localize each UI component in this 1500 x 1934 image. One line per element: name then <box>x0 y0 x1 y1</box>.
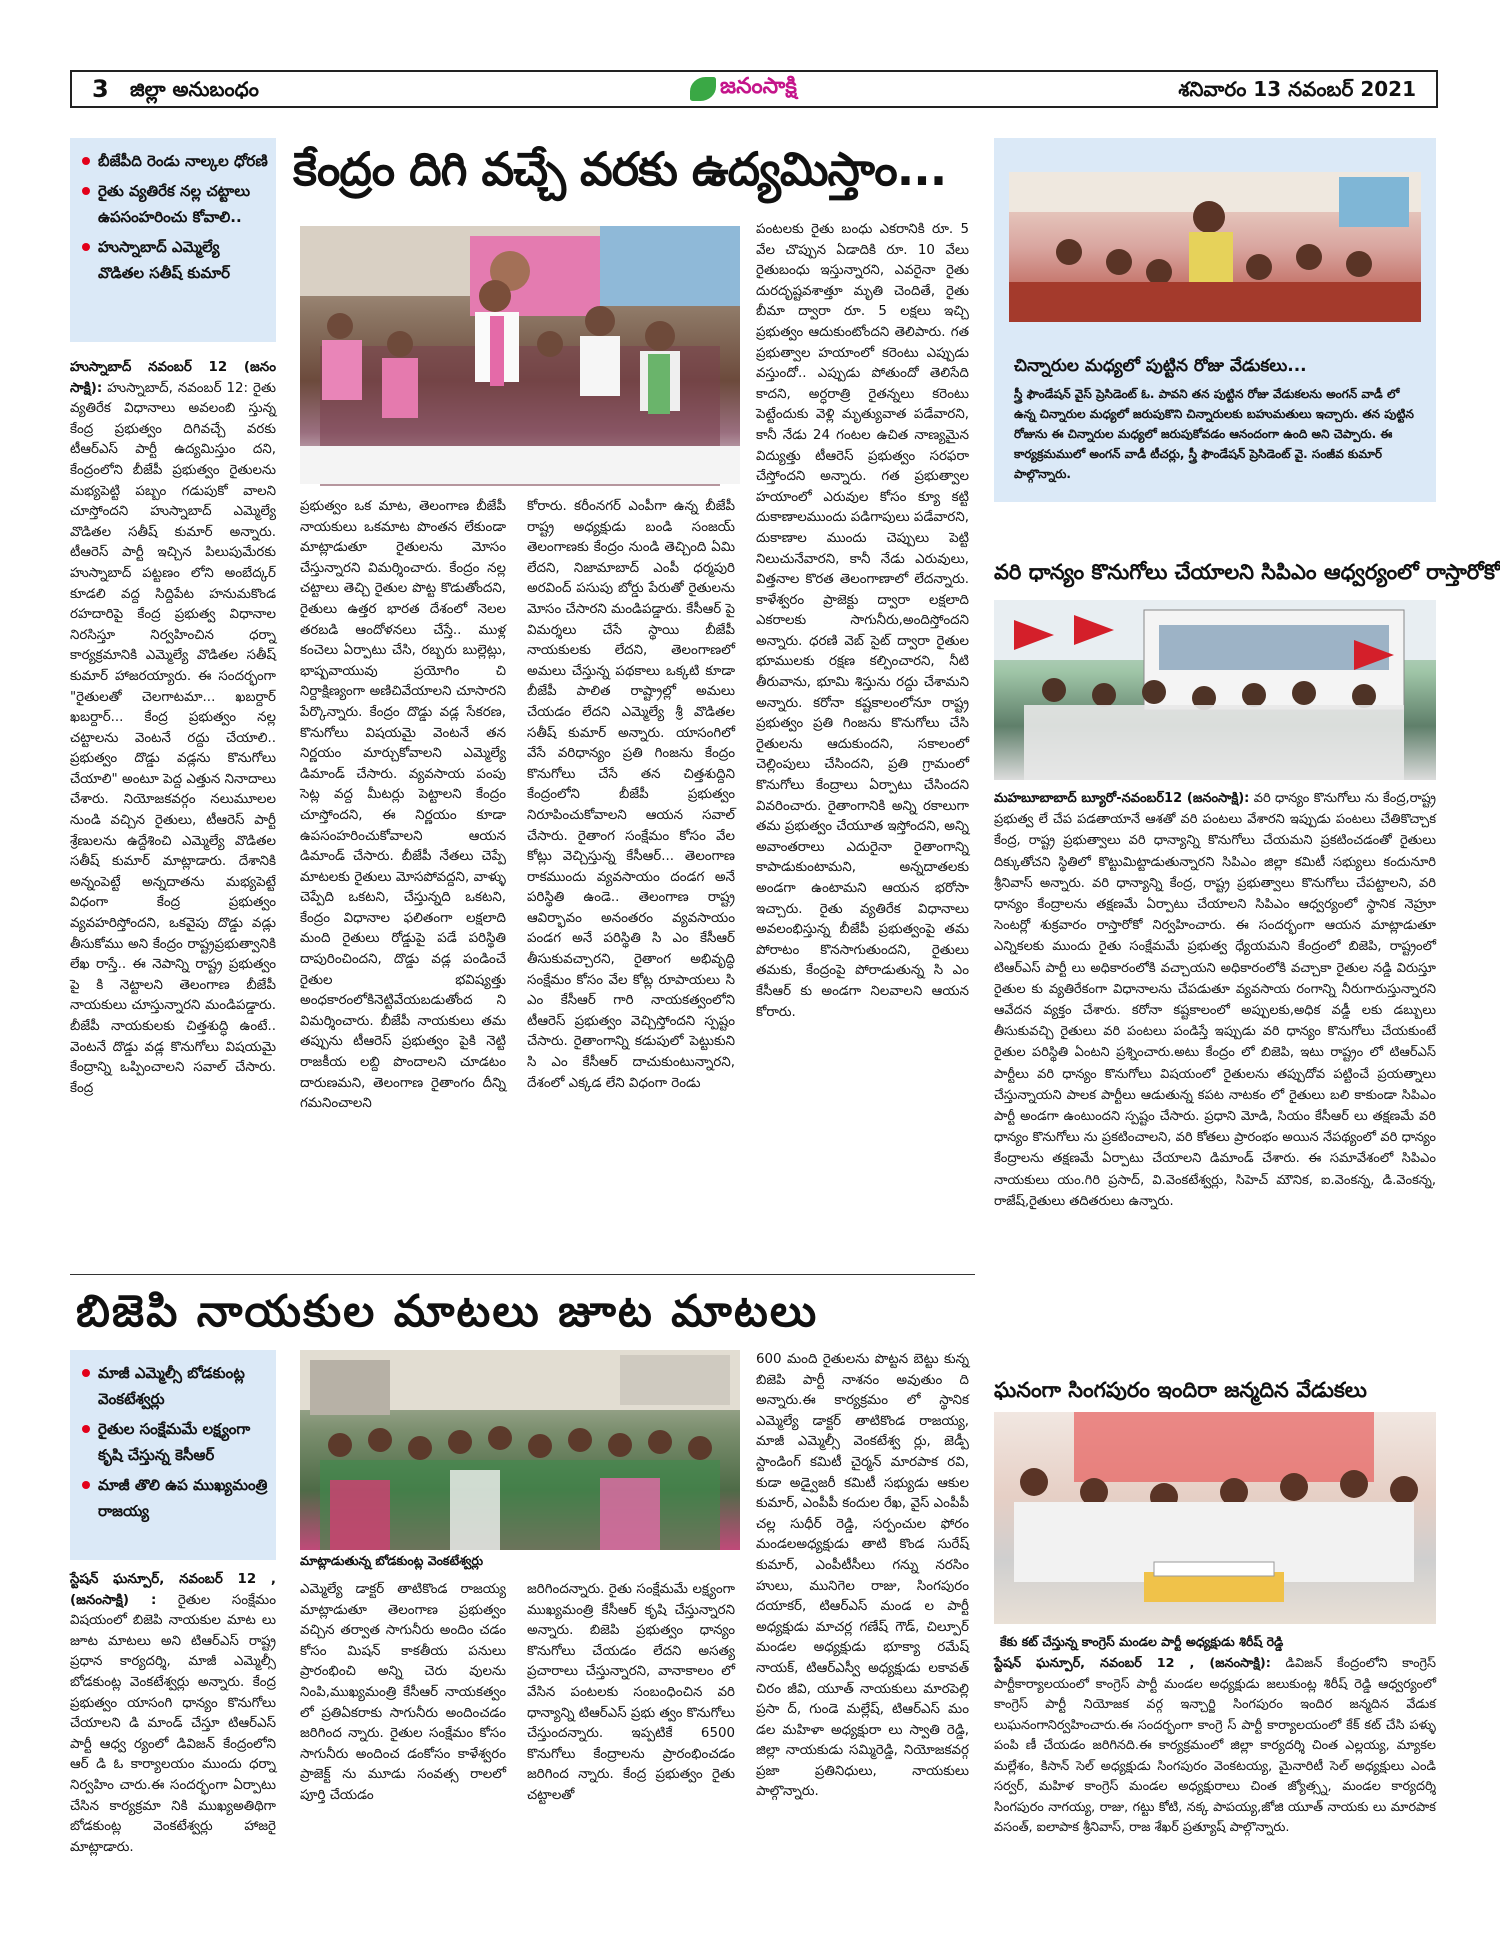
story2-column-2 <box>300 1580 506 1880</box>
story4-body-column <box>994 788 1436 1336</box>
story2-dateline: స్టేషన్ ఘన్పూర్, నవంబర్ 12 , (జనంసాక్షి) : <box>70 1572 276 1608</box>
story2-highlights <box>70 1350 276 1560</box>
story5-body: డివిజన్ కేంద్రంలోని కాంగ్రెస్ పార్టీకార్యాలయంలో కాంగ్రెస్ పార్టీ మండల అధ్యక్షుడు జలుకుంట్ల శిరీష్ రెడ్డి ఆధ్వర్యంలో కాంగ్రెస్ పార్టీ నియోజక వర్గ ఇన్చార్జి సింగపురం ఇందిర జన్మదిన వేడుక లుఘనంగానిర్వహించారు.ఈ సందర్భంగా కాంగ్రె స్ పార్టీ కార్యాలయంలో కేక్ కట్ చేసి పళ్ళు పంపి ణీ చేయడం జరిగినది.ఈ కార్యక్రమంలో జిల్లా కార్యదర్శి చింత ఎల్లయ్య, మ్యాకల మల్లేశం, కిసాన్ సెల్ అధ్యక్షుడు సింగపురం వెంకటయ్య, మైనారిటీ సెల్ అధ్యక్షులు ఎండి సర్వర్, మహిళ కాంగ్రెస్ మండల అధ్యక్షురాలు చింత జ్యోత్స్న, మండల కార్యదర్శి సింగపురం నాగయ్య, రాజు, గట్టు కోటి, నక్క పాపయ్య,జోజి యూత్ నాయకు లు మారపాక వసంత్, ఐలాపాక శ్రీనివాస్, రాజ శేఖర్ ప్రత్యూష్ పాల్గొన్నారు. <box>994 1656 1436 1835</box>
story4-dateline: మహబూబాబాద్ బ్యూరో-నవంబర్12 (జనంసాక్షి): <box>994 791 1250 806</box>
highlight-item: మాజీ ఎమ్మెల్సీ బోడకుంట్ల వెంకటేశ్వర్లు <box>78 1360 268 1412</box>
story1-body-3: కోరారు. కరీంనగర్ ఎంపీగా ఉన్న బీజేపీ రాష్ట్ర అధ్యక్షుడు బండి సంజయ్ తెలంగాణకు కేంద్రం నుండి తెచ్చింది ఏమి లేదని, నిజామాబాద్ ఎంపీ ధర్మపురి అరవింద్ పసుపు బోర్డు పేరుతో రైతులను మోసం చేసారని మండిపడ్డారు. కేసీఆర్ పై విమర్శలు చేసే స్థాయి బీజేపీ నాయకులకు లేదని, తెలంగాణలో అమలు చేస్తున్న పథకాలు ఒక్కటి కూడా బీజేపీ పాలిత రాష్ట్రాల్లో అమలు చేయడం లేదని ఎమ్మెల్యే శ్రీ వొడితల సతీష్ కుమార్ అన్నారు. యాసంగిలో వేసే వరిధాన్యం ప్రతి గింజను కేంద్రం కొనుగోలు చేసే తన చిత్తశుద్దిని కేంద్రంలోని బీజేపీ ప్రభుత్వం నిరూపించుకోవాలని ఆయన సవాల్ చేసారు. రైతాంగ సంక్షేమం కోసం వేల కోట్లు వెచ్చిస్తున్న కేసీఆర్... తెలంగాణ రాకముందు వ్యవసాయం దండగ అనే పరిస్థితి ఉండె.. తెలంగాణ రాష్ట్ర ఆవిర్భావం అనంతరం వ్యవసాయం పండగ అనే పరిస్థితి సి ఎం కేసీఆర్ తీసుకువచ్చారని, రైతాంగ అభివృద్ధి సంక్షేమం కోసం వేల కోట్ల రూపాయలు సి ఎం కేసీఆర్ గారి నాయకత్వంలోని టీఆరెస్ ప్రభుత్వం వెచ్చిస్తోందని స్పష్టం చేసారు. రైతాంగాన్ని కడుపులో పెట్టుకుని సి ఎం కేసీఆర్ దాచుకుంటున్నారని, దేశంలో ఎక్కడ లేని విధంగా రెండు <box>527 499 735 1091</box>
story1-column-3 <box>527 497 735 1263</box>
story1-body-1: హుస్నాబాద్, నవంబర్ 12: రైతు వ్యతిరేక విధానాలు అవలంబి స్తున్న కేంద్ర ప్రభుత్వం దిగివచ్చే వరకు టీఆర్ఎస్ పార్టీ ఉద్యమిస్తుం దని, కేంద్రంలోని బీజేపీ ప్రభుత్వం రైతులను మభ్యపెట్టి పబ్బం గడుపుకో వాలని చూస్తోందని హుస్నాబాద్ ఎమ్మెల్యే వొడితల సతీష్ కుమార్ అన్నారు. టీఆరెస్ పార్టీ ఇచ్చిన పిలుపుమేరకు హుస్నాబాద్ పట్టణం లోని అంబేద్కర్ కూడలి వద్ద సిద్దిపేట హనుమకొండ రహదారిపై కేంద్ర ప్రభుత్వ విధానాల నిరసిస్తూ నిర్వహించిన ధర్నా కార్యక్రమానికి ఎమ్మెల్యే వొడితల సతీష్ కుమార్ హాజరయ్యారు. ఈ సందర్భంగా "రైతులతో చెలగాటమా... ఖబర్దార్ ఖబర్దార్... కేంద్ర ప్రభుత్వం నల్ల చట్టాలను వెంటనే రద్దు చేయాలి.. ప్రభుత్వం దొడ్డు వడ్లను కొనుగోలు చేయాలి" అంటూ పెద్ద ఎత్తున నినాదాలు చేశారు. నియోజకవర్గం నలుమూలల నుండి వచ్చిన రైతులు, టీఆరెస్ పార్టీ శ్రేణులను ఉద్దేశించి ఎమ్మెల్యే వొడితల సతీష్ కుమార్ మాట్లాడారు. దేశానికి అన్నంపెట్టే అన్నదాతను మభ్యపెట్టే విధంగా కేంద్ర ప్రభుత్వం వ్యవహరిస్తోందని, ఒకవైపు దొడ్డు వడ్లు తీసుకోము అని కేంద్రం రాష్ట్రప్రభుత్వానికి లేఖ రాస్తే.. ఈ నెపాన్ని రాష్ట్ర ప్రభుత్వం పై కి నెట్టాలని తెలంగాణ బీజేపీ నాయకులు చూస్తున్నారని మండిపడ్డారు. బీజేపీ నాయకులకు చిత్తశుద్ధి ఉంటే.. వెంటనే దొడ్డు వడ్ల కొనుగోలు విషయమై కేంద్రాన్ని ఒప్పించాలని సవాల్ చేసారు. కేంద్ర <box>70 380 276 1096</box>
story2-body-2: ఎమ్మెల్యే డాక్టర్ తాటికొండ రాజయ్య మాట్లాడుతూ తెలంగాణ ప్రభుత్వం వచ్చిన తర్వాత సాగునీరు అందిం చడం కోసం మిషన్ కాకతీయ పనులు ప్రారంభించి అన్ని చెరు వులను నింపి,ముఖ్యమంత్రి కేసీఆర్ నాయకత్వం లో ప్రతిఏకరాకు సాగునీరు అందించడం జరిగింద న్నారు. రైతుల సంక్షేమం కోసం సాగునీరు అందించ డంకోసం కాళేశ్వరం ప్రాజెక్ట్ ను మూడు సంవత్స రాలలో పూర్తి చేయడం <box>300 1582 506 1803</box>
story4-body: వరి ధాన్యం కొనుగోలు ను కేంద్ర,రాష్ట్ర ప్రభుత్వ లే చేప పడతాయానే ఆశతో వరి పంటలు వేశారని ఇప్పుడు పంటలు చేతికొచ్చాక కేంద్ర, రాష్ట్ర ప్రభుత్వాలు వరి ధాన్యాన్ని కొనుగోలు చేయమని ప్రకటించడంతో రైతులు దిక్కుతోచని స్థితిలో కొట్టుమిట్టాడుతున్నారని సిపిఎం జిల్లా కమిటీ సభ్యులు కందునూరి శ్రీనివాస్ అన్నారు. వరి ధాన్యాన్ని కేంద్ర, రాష్ట్ర ప్రభుత్వాలు కొనుగోలు చేపట్టాలని, వరి ధాన్యం కేంద్రాలను తక్షణమే ఏర్పాటు చేయాలని సిపిఎం ఆధ్వర్యంలో స్థానిక నెహ్రూ సెంటర్లో శుక్రవారం రాస్తారోకో నిర్వహించారు. ఈ సందర్భంగా ఆయన మాట్లాడుతూ ఎన్నికలకు ముందు రైతు సంక్షేమమే ప్రభుత్వ ధ్యేయమని కేంద్రంలో బిజెపి, రాష్ట్రంలో టిఆర్ఎస్ పార్టీ లు అధికారంలోకి వచ్చాయని అధికారంలోకి వచ్చాకా రైతుల నడ్డి విరుస్తూ రైతుల కు వ్యతిరేకంగా విధానాలను చేపడుతూ వ్యవసాయ రంగాన్ని నీరుగారుస్తున్నారని ఆవేదన వ్యక్తం చేశారు. కరోనా కష్టకాలంలో అప్పులకు,అధిక వడ్డీ లకు డబ్బులు తీసుకువచ్చి రైతులు వరి పంటలు పండిస్తే ఇప్పుడు వరి ధాన్యం కొనుగోలు చేయకుంటే రైతుల పరిస్థితి ఏంటని ప్రశ్నించారు.అటు కేంద్రం లో బిజెపి, ఇటు రాష్ట్రం లో టిఆర్ఎస్ పార్టీలు వరి ధాన్యం కొనుగోలు విషయంలో రైతులను తప్పుదోవ పట్టించే ప్రయత్నాలు చేస్తున్నాయని పాలక పార్టీలు ఆడుతున్న కపట నాటకం లో రైతులు బలి కాకుండా సిపిఎం పార్టీ అండగా ఉంటుందని స్పష్టం చేసారు. ప్రధాని మోడి, సియం కేసీఆర్ లు తక్షణమే వరి ధాన్యం కొనుగోలు ను ప్రకటించాలని, వరి కోతలు ప్రారంభం అయిన నేపథ్యంలో వరి ధాన్యం కేంద్రాలను తక్షణమే ఏర్పాటు చేయాలని డిమాండ్ చేశారు. ఈ సమావేశంలో సిపిఎం నాయకులు యం.గిరి ప్రసాద్, వి.వెంకటేశ్వర్లు, సిహెచ్ మౌనిక, ఐ.వెంకన్న, డి.వెంకన్న, రాజేష్,రైతులు తదితరులు ఉన్నారు. <box>994 791 1436 1209</box>
story3-body: స్త్రీ ఫౌండేషన్ వైస్ ప్రెసిడెంట్ ఓ. పావని తన పుట్టిన రోజు వేడుకలను అంగన్ వాడీ లో ఉన్న చిన్నారుల మధ్యలో జరుపుకొని చిన్నారులకు బహుమతులు ఇచ్చారు. తన పుట్టిన రోజును ఈ చిన్నారుల మధ్యలో జరుపుకోవడం ఆనందంగా ఉంది అని చెప్పారు. ఈ కార్యక్రమములో అంగన్ వాడీ టీచర్లు, స్త్రీ ఫౌండేషన్ ప్రెసిడెంట్ వై. సంజీవ కుమార్ పాల్గొన్నారు. <box>1014 387 1414 481</box>
story2-body-4: 600 మంది రైతులను పొట్టన బెట్టు కున్న బిజెపి పార్టీ నాశనం అవుతుం ది అన్నారు.ఈ కార్యక్రమం లో స్థానిక ఎమ్మెల్యే డాక్టర్ తాటికొండ రాజయ్య, మాజీ ఎమ్మెల్సీ వెంకటేశ్వ ర్లు, జెడ్పీ స్టాండింగ్ కమిటీ చైర్మన్ మారపాక రవి, కుడా అడ్వైజరీ కమిటీ సభ్యుడు ఆకుల కుమార్, ఎంపీపీ కందుల రేఖ, వైస్ ఎంపీపీ చల్ల సుధీర్ రెడ్డి, సర్పంచుల ఫోరం మండలఅధ్యక్షుడు తాటి కొండ సురేష్ కుమార్, ఎంపీటీసీలు గన్ను నరసిం హులు, మునిగెల రాజు, సింగపురం దయాకర్, టిఆర్ఎస్ మండ ల పార్టీ అధ్యక్షుడు మాచర్ల గణేష్ గౌడ్, చిల్పూర్ మండల అధ్యక్షుడు భూక్యా రమేష్ నాయక్, టిఆర్ఎస్వీ అధ్యక్షుడు లకావత్ చిరం జీవి, యూత్ నాయకులు మారపెల్లి ప్రసా ద్, గుండె మల్లేష్, టిఆర్ఎస్ మం డల మహిళా అధ్యక్షురా లు స్వాతి రెడ్డి, జిల్లా నాయకుడు సమ్మిరెడ్డి, నియోజకవర్గ ప్రజా ప్రతినిధులు, నాయకులు పాల్గొన్నారు. <box>756 1352 969 1800</box>
story1-body-4: పంటలకు రైతు బంధు ఎకరానికి రూ. 5 వేల చొప్పున ఏడాదికి రూ. 10 వేలు రైతుబంధు ఇస్తున్నారని, ఎవరైనా రైతు దురదృష్టవశాత్తూ మృతి చెందితే, రైతు బీమా ద్వారా రూ. 5 లక్షలు ఇచ్చి ప్రభుత్వం ఆదుకుంటోందని తెలిపారు. గత ప్రభుత్వాల హయాంలో కరెంటు ఎప్పుడు వస్తుందో.. ఎప్పుడు పోతుందో తెలిసేది కాదని, అర్ధరాత్రి రైతన్నలు కరెంటు పెట్టేందుకు వెళ్లి మృత్యువాత పడేవారని, కానీ నేడు 24 గంటల ఉచిత నాణ్యమైన విద్యుత్తు టీఆరెస్ ప్రభుత్వం సరఫరా చేస్తోందని అన్నారు. గత ప్రభుత్వాల హయాంలో ఎరువుల కోసం క్యూ కట్టి దుకాణాలముందు పడిగాపులు పడేవారని, దుకాణాల ముందు చెప్పులు పెట్టి నిలుచునేవారని, కానీ నేడు ఎరువులు, విత్తనాల కొరత తెలంగాణాలో లేదన్నారు. కాళేశ్వరం ప్రాజెక్టు ద్వారా లక్షలాది ఎకరాలకు సాగునీరు,అందిస్తోందని అన్నారు. ధరణి వెబ్ సైట్ ద్వారా రైతుల భూములకు రక్షణ కల్పించారని, నీటి తీరువాను, భూమి శిస్తును రద్దు చేశామని అన్నారు. కరోనా కష్టకాలంలోనూ రాష్ట్ర ప్రభుత్వం ప్రతి గింజను కొనుగోలు చేసి రైతులను ఆదుకుందని, సకాలంలో చెల్లింపులు చేసిందని, ప్రతి గ్రామంలో కొనుగోలు కేంద్రాలు ఏర్పాటు చేసిందని వివరించారు. రైతాంగానికి అన్ని రకాలుగా తమ ప్రభుత్వం చేయూత ఇస్తోందని, అన్ని అవాంతరాలు ఎదురైనా రైతాంగాన్ని కాపాడుకుంటామని, అన్నదాతలకు అండగా ఉంటామని ఆయన భరోసా ఇచ్చారు. రైతు వ్యతిరేక విధానాలు అవలంభిస్తున్న బీజేపీ ప్రభుత్వంపై తమ పోరాటం కొనసాగుతుందని, రైతులు తమకు, కేంద్రంపై పోరాడుతున్న సి ఎం కేసీఆర్ కు అండగా నిలవాలని ఆయన కోరారు. <box>756 222 969 1020</box>
highlight-item: రైతు వ్యతిరేక నల్ల చట్టాలు ఉపసంహరించు కోవాలి.. <box>78 178 268 230</box>
highlight-item: రైతుల సంక్షేమమే లక్ష్యంగా కృషి చేస్తున్న కెసీఆర్ <box>78 1416 268 1468</box>
story2-body-1: రైతుల సంక్షేమం విషయంలో బిజెపి నాయకుల మాట లు జూట మాటలు అని టిఆర్ఎస్ రాష్ట్ర ప్రధాన కార్యదర్శి, మాజీ ఎమ్మెల్సీ బోడకుంట్ల వెంకటేశ్వర్లు అన్నారు. కేంద్ర ప్రభుత్వం యాసంగి ధాన్యం కొనుగోలు చేయాలని డి మాండ్ చేస్తూ టిఆర్ఎస్ పార్టీ ఆధ్వ ర్యంలో డివిజన్ కేంద్రంలోని ఆర్ డి ఓ కార్యాలయం ముందు ధర్నా నిర్వహిం చారు.ఈ సందర్భంగా ఏర్పాటు చేసిన కార్యక్రమా నికి ముఖ్యఅతిథిగా బోడకుంట్ల వెంకటేశ్వర్లు హాజరై మాట్లాడారు. <box>70 1592 276 1855</box>
story5-body-column <box>994 1654 1436 1880</box>
dharna-photo-illustration <box>300 226 740 484</box>
brand-logo <box>690 72 830 106</box>
brand-name: జనంసాక్షి <box>720 74 797 99</box>
story5-photo <box>994 1412 1436 1624</box>
story2-column-1 <box>70 1570 276 1880</box>
rasta-roko-illustration <box>994 600 1436 780</box>
story1-dateline: హుస్నాబాద్ నవంబర్ 12 (జనం సాక్షి): <box>70 360 276 396</box>
story1-body-2: ప్రభుత్వం ఒక మాట, తెలంగాణ బీజేపీ నాయకులు ఒకమాట పొంతన లేకుండా మాట్లాడుతూ రైతులను మోసం చేస్తున్నారని విమర్శించారు. కేంద్రం నల్ల చట్టాలు తెచ్చి రైతుల పొట్ట కొడుతోందని, రైతులు ఉత్తర భారత దేశంలో నెలల తరబడి ఆందోళనలు చేస్తే.. ముళ్ల కంచెలు ఏర్పాటు చేసి, రబ్బరు బుల్లెట్లు, భాష్పవాయువు ప్రయోగిం చి నిర్దాక్షిణ్యంగా అణిచివేయాలని చూసారని పేర్కొన్నారు. కేంద్రం దొడ్డు వడ్ల సేకరణ, కొనుగోలు విషయమై వెంటనే తన నిర్ణయం మార్చుకోవాలని ఎమ్మెల్యే డిమాండ్ చేసారు. వ్యవసాయ పంపు సెట్ల వద్ద మీటర్లు పెట్టాలని కేంద్రం చూస్తోందని, ఈ నిర్ణయం కూడా ఉపసంహరించుకోవాలని ఆయన డిమాండ్ చేసారు. బీజేపీ నేతలు చెప్పే మాటలకు రైతులు మోసపోవద్దని, వాళ్ళు చెప్పేది ఒకటని, చేస్తున్నది ఒకటని, కేంద్రం విధానాల ఫలితంగా లక్షలాది మంది రైతులు రోడ్డుపై పడే పరిస్థితి దాపురించిందని, దొడ్డు వడ్ల పండించే రైతుల భవిష్యత్తు అంధకారంలోకినెట్టివేయబడుతోంద ని విమర్శించారు. బీజేపీ నాయకులు తమ తప్పును టీఆరెస్ ప్రభుత్వం పైకి నెట్టి రాజకీయ లబ్ది పొందాలని చూడటం దారుణమని, తెలంగాణ రైతాంగం దీన్ని గమనించాలని <box>300 499 506 1112</box>
page-number: 3 <box>92 75 109 103</box>
highlight-item: బీజేపీది రెండు నాల్కల ధోరణి <box>78 148 268 174</box>
rally-photo-illustration <box>300 1350 740 1550</box>
section-name: జిల్లా అనుబంధం <box>130 77 259 101</box>
story1-column-2 <box>300 497 506 1263</box>
story4-photo <box>994 600 1436 780</box>
story1-column-1 <box>70 358 276 1263</box>
story2-column-3 <box>527 1580 735 1880</box>
story3-photo <box>1009 172 1421 322</box>
story1-headline: కేంద్రం దిగి వచ్చే వరకు ఉద్యమిస్తాం... <box>293 142 947 196</box>
story2-photo-caption: మాట్లాడుతున్న బోడకుంట్ల వెంకటేశ్వర్లు <box>300 1553 484 1568</box>
story2-headline: బిజెపి నాయకుల మాటలు జూట మాటలు <box>76 1286 819 1337</box>
highlight-item: హుస్నాబాద్ ఎమ్మెల్యే వొడితల సతీష్ కుమార్ <box>78 234 268 286</box>
story5-dateline: స్టేషన్ ఘన్పూర్, నవంబర్ 12 , (జనంసాక్షి): <box>994 1656 1271 1671</box>
birthday-cake-illustration <box>994 1412 1436 1624</box>
story2-column-4 <box>756 1350 969 1880</box>
story1-photo <box>300 226 740 484</box>
story2-body-3: జరిగిందన్నారు. రైతు సంక్షేమమే లక్ష్యంగా ముఖ్యమంత్రి కేసీఆర్ కృషి చేస్తున్నారని అన్నారు. బిజెపి ప్రభుత్వం ధాన్యం కొనుగోలు చేయడం లేదని అసత్య ప్రచారాలు చేస్తున్నారని, వానాకాలం లో వేసిన పంటలకు సంబంధించిన వరి ధాన్యాన్ని టిఆర్ఎస్ ప్రభు త్వం కొనుగోలు చేస్తుందన్నారు. ఇప్పటికే 6500 కొనుగోలు కేంద్రాలను ప్రారంభించడం జరిగింద న్నారు. కేంద్ర ప్రభుత్వం రైతు చట్టాలతో <box>527 1582 735 1803</box>
story1-highlights <box>70 138 276 342</box>
issue-date: శనివారం 13 నవంబర్ 2021 <box>1178 77 1416 101</box>
leaf-icon <box>690 77 716 101</box>
story2-photo <box>300 1350 740 1550</box>
section-divider <box>70 1274 975 1275</box>
birthday-photo-illustration <box>1009 172 1421 322</box>
story3-headline: చిన్నారుల మధ్యలో పుట్టిన రోజు వేడుకలు... <box>1014 356 1307 376</box>
highlight-item: మాజీ తొలి ఉప ముఖ్యమంత్రి రాజయ్య <box>78 1472 268 1524</box>
story5-headline: ఘనంగా సింగపురం ఇందిరా జన్మదిన వేడుకలు <box>994 1378 1367 1402</box>
story1-column-4 <box>756 220 969 1263</box>
story4-headline: వరి ధాన్యం కొనుగోలు చేయాలని సిపిఎం ఆధ్వర్యంలో రాస్తారోకో <box>994 560 1500 584</box>
story3-box <box>994 138 1436 502</box>
story5-photo-caption: కేకు కట్ చేస్తున్న కాంగ్రెస్ మండల పార్టీ అధ్యక్షుడు శిరీష్ రెడ్డి <box>1000 1634 1284 1649</box>
